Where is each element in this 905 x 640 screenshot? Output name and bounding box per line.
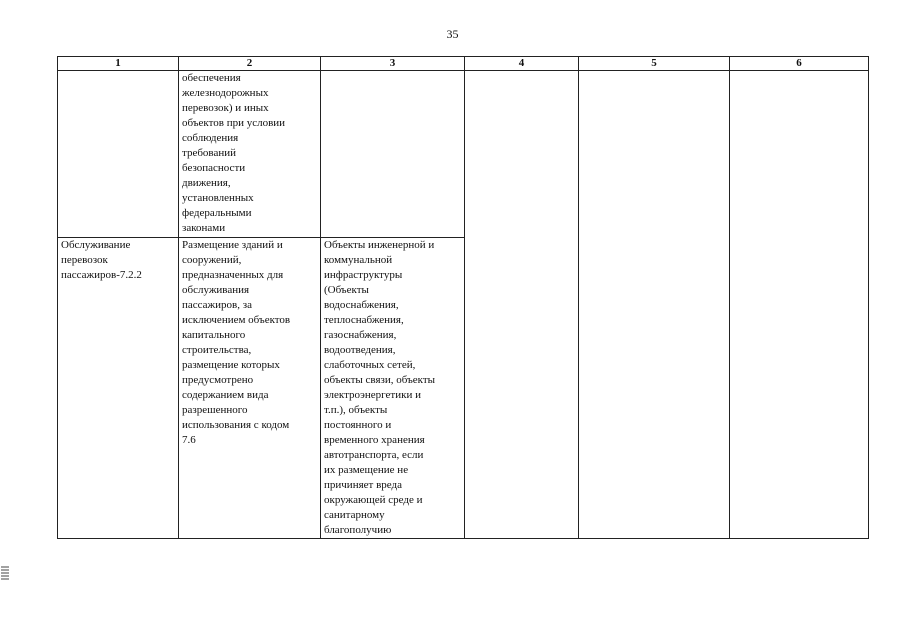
table-cell [730,71,869,539]
table-header-row [58,57,869,71]
column-header-6: 6 [730,57,869,71]
page-number: 35 [446,27,459,41]
table-cell [58,238,179,539]
cell-text: Размещение зданий и сооружений, предназначенных для обслуживания пассажиров, за исключением объектов капитального строительства, размещение которых предусмотрено содержанием вида разрешенного использования с кодом 7.6 [182,239,291,446]
table-cell [179,238,321,539]
table-cell [58,71,179,238]
column-header-4: 4 [465,57,579,71]
table-cell [321,71,465,238]
regulations-table [57,56,869,539]
column-header-1: 1 [58,57,179,71]
table-cell [465,71,579,539]
scan-margin-mark [1,566,9,580]
table-cell [179,71,321,238]
column-header-5: 5 [579,57,730,71]
table-cell [321,238,465,539]
table-row [58,71,869,238]
column-header-2: 2 [179,57,321,71]
column-header-3: 3 [321,57,465,71]
cell-text: Обслуживание перевозок пассажиров-7.2.2 [61,239,142,281]
table-cell [579,71,730,539]
cell-text: Объекты инженерной и коммунальной инфраструктуры (Объекты водоснабжения, теплоснабжения, газоснабжения, водоотведения, слаботочных сетей, объекты связи, объекты электроэнергетики и т.п.), объекты постоянного и временного хранения автотранспорта, если их размещение не причиняет вреда окружающей среде и санитарному благополучию [324,239,436,536]
cell-text: обеспечения железнодорожных перевозок) и иных объектов при условии соблюдения требований безопасности движения, установленных федеральными законами [182,72,286,234]
